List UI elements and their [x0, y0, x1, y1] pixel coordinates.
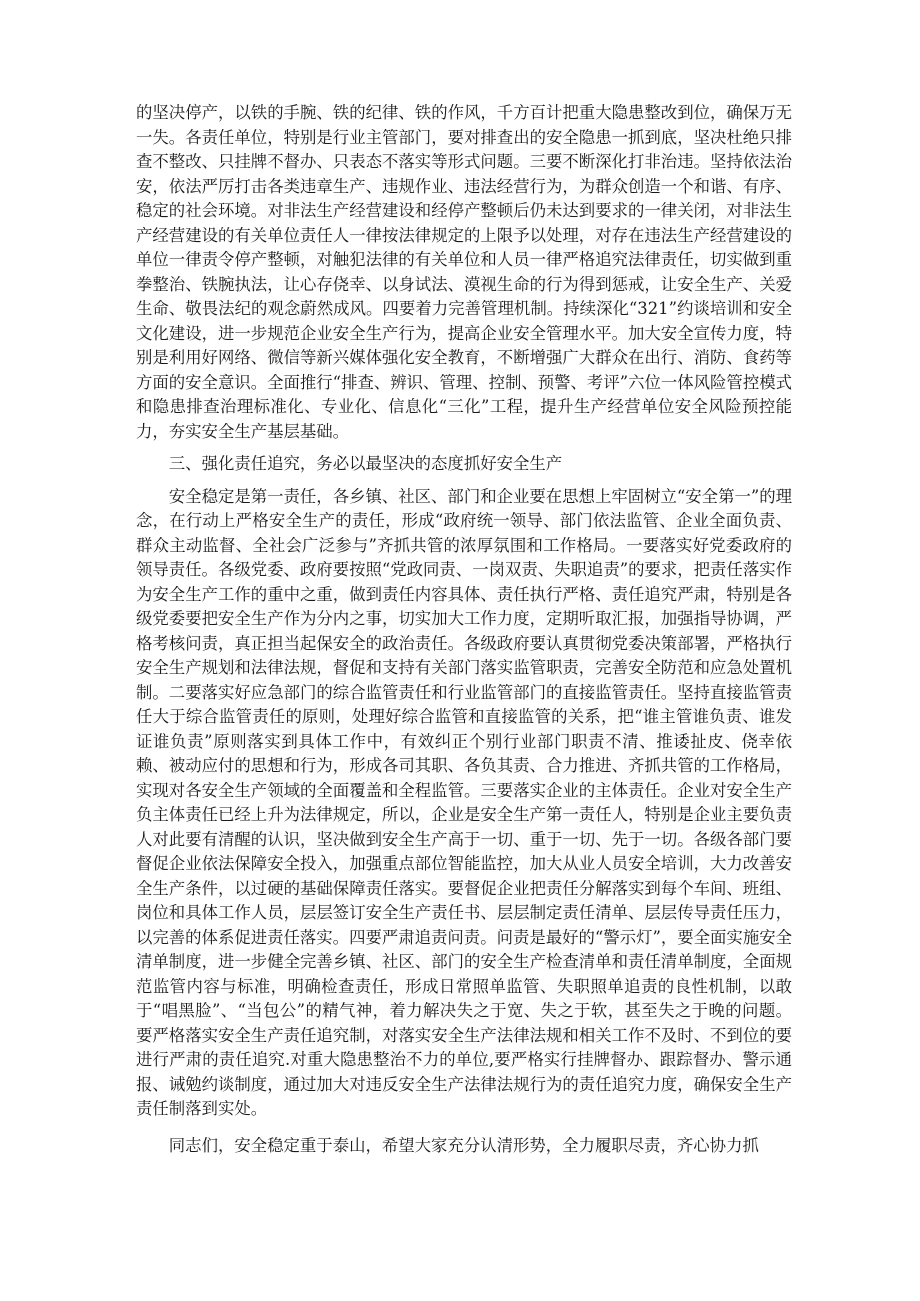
section-heading: 三、强化责任追究，务必以最坚决的态度抓好安全生产: [168, 454, 563, 473]
paragraph-closing: 同志们，安全稳定重于泰山，希望大家充分认清形势，全力履职尽责，齐心协力抓: [168, 1135, 759, 1155]
document-body: [136, 101, 792, 1158]
paragraph-responsibility: 安全稳定是第一责任，各乡镇、社区、部门和企业要在思想上牢固树立“安全第一”的理念，在行动上严格安全生产的责任，形成“政府统一领导、部门依法监管、企业全面负责、群众主动监督、全社会广泛参与”齐抓共管的浓厚氛围和工作格局。一要落实好党委政府的领导责任。各级党委、政府要按照“党政同责、一岗双责、失职追责”的要求，把责任落实作为安全生产工作的重中之重，做到责任内容具体、责任执行严格、责任追究严肃，特别是各级党委要把安全生产作为分内之事，切实加大工作力度，定期听取汇报，加强指导协调，严格考核问责，真正担当起保安全的政治责任。各级政府要认真贯彻党委决策部署，严格执行安全生产规划和法律法规，督促和支持有关部门落实监管职责，完善安全防范和应急处置机制。二要落实好应急部门的综合监管责任和行业监管部门的直接监管责任。坚持直接监管责任大于综合监管责任的原则，处理好综合监管和直接监管的关系，把“谁主管谁负责、谁发证谁负责”原则落实到具体工作中，有效纠正个别行业部门职责不清、推诿扯皮、侥幸依赖、被动应付的思想和行为，形成各司其职、各负其责、合力推进、齐抓共管的工作格局，实现对各安全生产领域的全面覆盖和全程监管。三要落实企业的主体责任。企业对安全生产负主体责任已经上升为法律规定，所以，企业是安全生产第一责任人，特别是企业主要负责人对此要有清醒的认识，坚决做到安全生产高于一切、重于一切、先于一切。各级各部门要督促企业依法保障安全投入，加强重点部位智能监控，加大从业人员安全培训，大力改善安全生产条件，以过硬的基础保障责任落实。要督促企业把责任分解落实到每个车间、班组、岗位和具体工作人员，层层签订安全生产责任书、层层制定责任清单、层层传导责任压力，以完善的体系促进责任落实。四要严肃追责问责。问责是最好的“警示灯”，要全面实施安全清单制度，进一步健全完善乡镇、社区、部门的安全生产检查清单和责任清单制度，全面规范监管内容与标准，明确检查责任，形成日常照单监管、失职照单追责的良性机制，以敢于“唱黑脸”、“当包公”的精气神，着力解决失之于宽、失之于软，甚至失之于晚的问题。要严格落实安全生产责任追究制，对落实安全生产法律法规和相关工作不及时、不到位的要进行严肃的责任追究.对重大隐患整治不力的单位,要严格实行挂牌督办、跟踪督办、警示通报、诫勉约谈制度，通过加大对违反安全生产法律法规行为的责任追究力度，确保安全生产责任制落到实处。: [136, 486, 793, 1118]
paragraph-continuation: 的坚决停产，以铁的手腕、铁的纪律、铁的作风，千方百计把重大隐患整改到位，确保万无一失。各责任单位，特别是行业主管部门，要对排查出的安全隐患一抓到底，坚决杜绝只排查不整改、只挂牌不督办、只表态不落实等形式问题。三要不断深化打非治违。坚持依法治安，依法严厉打击各类违章生产、违规作业、违法经营行为，为群众创造一个和谐、有序、稳定的社会环境。对非法生产经营建设和经停产整顿后仍未达到要求的一律关闭，对非法生产经营建设的有关单位责任人一律按法律规定的上限予以处理，对存在违法生产经营建设的单位一律责令停产整顿，对触犯法律的有关单位和人员一律严格追究法律责任，切实做到重拳整治、铁腕执法，让心存侥幸、以身试法、漠视生命的行为得到惩戒，让安全生产、关爱生命、敬畏法纪的观念蔚然成风。四要着力完善管理机制。持续深化“321”约谈培训和安全文化建设，进一步规范企业安全生产行为，提高企业安全管理水平。加大安全宣传力度，特别是利用好网络、微信等新兴媒体强化安全教育，不断增强广大群众在出行、消防、食药等方面的安全意识。全面推行“排查、辨识、管理、控制、预警、考评”六位一体风险管控模式和隐患排查治理标准化、专业化、信息化“三化”工程，提升生产经营单位安全风险预控能力，夯实安全生产基层基础。: [136, 103, 792, 441]
